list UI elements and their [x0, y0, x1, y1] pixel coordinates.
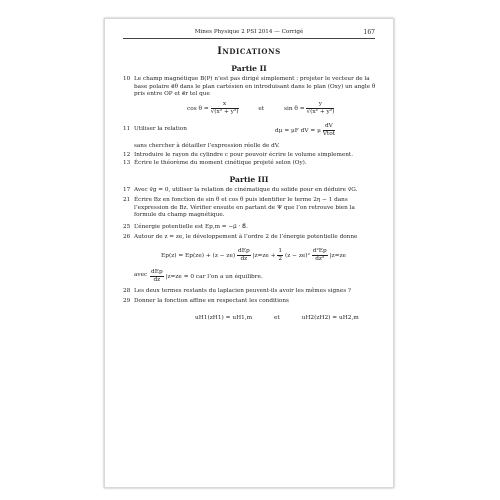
equation-equilibrium: $\frac{\text{dEp}}{dz}$ |z=ze = 0 car l’on a un équilibre. — [151, 269, 263, 283]
equation-dmu: dμ = μF dV = μ $\frac{dV}{\text{Vtot}}$ — [275, 123, 336, 137]
equation-boundary-conditions: uH1(zH1) = uH1,m et uH2(zH2) = uH2,m — [195, 315, 359, 321]
hint-item-17: 17 Avec v⃗g = 0, utiliser la relation de cinématique du solide pour en déduire v⃗G. — [123, 187, 358, 193]
section-heading-part3: Partie III — [229, 175, 269, 184]
section-heading-part2: Partie II — [231, 64, 267, 73]
document-page — [104, 18, 394, 488]
hint-item-29: 29 Donner la fonction affine en respectant les conditions — [123, 298, 289, 304]
hint-item-12: 12 Introduire le rayon du cylindre c pour pouvoir écrire le volume simplement. — [123, 152, 353, 158]
page-number: 167 — [363, 29, 375, 36]
hint-item-11: 11 Utiliser la relation — [123, 126, 187, 132]
equation-taylor: Ep(z) = Ep(ze) + (z − ze) $\frac{\text{dEp}}{dz}$ |z=ze + $\frac{1}{2}$ (z − ze)² $\frac{\text{d²Ep}}{\text{dz²}}$ |z=ze — [161, 248, 346, 262]
running-header — [123, 29, 375, 39]
hint-item-21: 21 Écrire Bz en fonction de sin θ et cos θ puis identifier le terme 2η − 1 dans l’expression de Bz. Vérifier ensuite en partant de Ψ que l’on retrouve bien la formule du champ magnétique. — [123, 197, 355, 219]
hint-item-10: 10 Le champ magnétique B(P) n’est pas dirigé simplement : projeter le vecteur de la base polaire e⃗θ dans le plan cartésien en introduisant dans le plan (Oxy) un angle θ pris entre OP et e⃗r tel que — [123, 76, 376, 98]
hint-item-25: 25 L’énergie potentielle est Ep,m = −μ⃗ · B⃗. — [123, 224, 248, 230]
running-title: Mines Physique 2 PSI 2014 — Corrigé — [194, 29, 304, 35]
hint-item-28: 28 Les deux termes restants du laplacien peuvent-ils avoir les mêmes signes ? — [123, 288, 351, 294]
hint-item-13: 13 Écrire le théorème du moment cinétique projeté selon (Oy). — [123, 160, 307, 166]
hint-item-11-cont: sans chercher à détailler l’expression réelle de dV. — [134, 143, 280, 149]
page-title: Indications — [217, 46, 281, 57]
equation-cos-sin: cos θ = $\frac{x}{\text{√(x² + y²)}}$ et sin θ = $\frac{y}{\text{√(x² + y²)}}$ — [187, 101, 335, 115]
hint-item-26: 26 Autour de z = ze, le développement à l’ordre 2 de l’énergie potentielle donne — [123, 234, 358, 240]
hint-item-26-avec: avec — [134, 272, 148, 278]
